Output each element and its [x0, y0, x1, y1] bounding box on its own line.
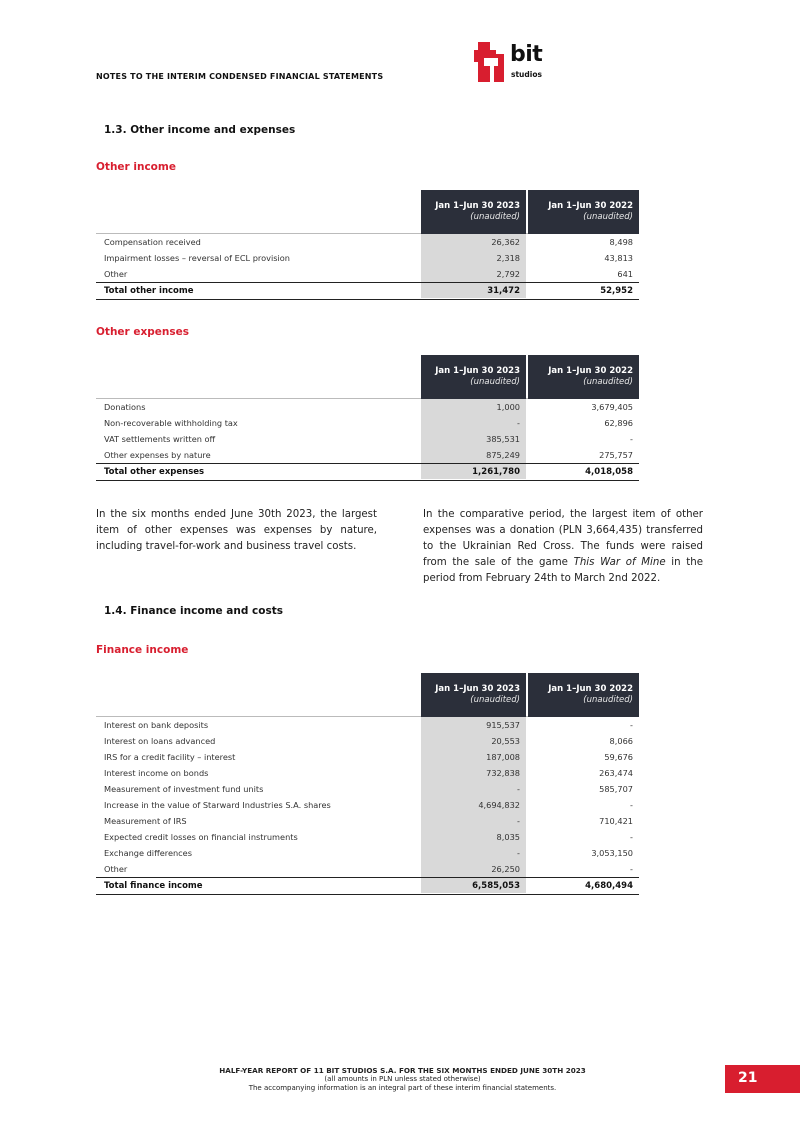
footer-report-title: HALF-YEAR REPORT OF 11 BIT STUDIOS S.A. FOR THE SIX MONTHS ENDED JUNE 30TH 2023: [219, 1066, 586, 1075]
table-row: Compensation received 26,362 8,498: [96, 234, 639, 250]
footer-currency-note: (all amounts in PLN unless stated otherwise): [324, 1075, 481, 1083]
other-income-title: Other income: [96, 161, 176, 173]
table-row: Exchange differences - 3,053,150: [96, 845, 639, 861]
section-heading-1-4: 1.4. Finance income and costs: [104, 605, 283, 617]
column-header-2023: Jan 1–Jun 30 2023 (unaudited): [421, 673, 526, 717]
paragraph-other-expenses-2023: In the six months ended June 30th 2023, the largest item of other expenses was expenses by nature, including travel-for-work and business travel costs.: [96, 509, 377, 552]
page-number: 21: [725, 1065, 800, 1093]
table-header: [96, 673, 639, 717]
table-row: Donations 1,000 3,679,405: [96, 399, 639, 415]
table-total-row: Total other expenses 1,261,780 4,018,058: [96, 463, 639, 481]
table-row: Interest income on bonds 732,838 263,474: [96, 765, 639, 781]
table-row: Impairment losses – reversal of ECL provision 2,318 43,813: [96, 250, 639, 266]
footer-disclaimer: The accompanying information is an integral part of these interim financial statements.: [248, 1084, 557, 1092]
table-row: Other expenses by nature 875,249 275,757: [96, 447, 639, 463]
column-header-2023: Jan 1–Jun 30 2023 (unaudited): [421, 190, 526, 234]
table-total-row: Total other income 31,472 52,952: [96, 282, 639, 300]
column-header-2022: Jan 1–Jun 30 2022 (unaudited): [528, 190, 639, 234]
game-title: This War of Mine: [573, 557, 666, 568]
finance-income-table: [96, 673, 639, 895]
paragraph-other-expenses-2022: In the comparative period, the largest item of other expenses was a donation (PLN 3,664,435) transferred to the Ukrainian Red Cross. The funds were raised from the sale of the game This War of Mine in the period from February 24th to March 2nd 2022.: [423, 509, 703, 584]
other-expenses-title: Other expenses: [96, 326, 190, 338]
logo-text: bit: [510, 42, 543, 67]
table-row: Measurement of IRS - 710,421: [96, 813, 639, 829]
other-income-table: [96, 190, 639, 300]
company-logo: [474, 40, 554, 86]
table-row: Measurement of investment fund units - 585,707: [96, 781, 639, 797]
table-header: [96, 355, 639, 399]
page-footer: [200, 1066, 605, 1093]
table-row: Interest on loans advanced 20,553 8,066: [96, 733, 639, 749]
finance-income-title: Finance income: [96, 644, 189, 656]
logo-subtext: studios: [511, 70, 542, 79]
table-row: Non-recoverable withholding tax - 62,896: [96, 415, 639, 431]
table-row: Other 26,250 -: [96, 861, 639, 877]
other-expenses-table: [96, 355, 639, 481]
table-total-row: Total finance income 6,585,053 4,680,494: [96, 877, 639, 895]
table-row: Increase in the value of Starward Industries S.A. shares 4,694,832 -: [96, 797, 639, 813]
table-header: [96, 190, 639, 234]
section-heading-1-3: 1.3. Other income and expenses: [104, 124, 296, 136]
column-header-2022: Jan 1–Jun 30 2022 (unaudited): [528, 673, 639, 717]
page-header-title: NOTES TO THE INTERIM CONDENSED FINANCIAL STATEMENTS: [96, 72, 384, 81]
table-row: IRS for a credit facility – interest 187,008 59,676: [96, 749, 639, 765]
table-row: Expected credit losses on financial instruments 8,035 -: [96, 829, 639, 845]
column-header-2023: Jan 1–Jun 30 2023 (unaudited): [421, 355, 526, 399]
table-row: Interest on bank deposits 915,537 -: [96, 717, 639, 733]
table-row: VAT settlements written off 385,531 -: [96, 431, 639, 447]
table-row: Other 2,792 641: [96, 266, 639, 282]
column-header-2022: Jan 1–Jun 30 2022 (unaudited): [528, 355, 639, 399]
